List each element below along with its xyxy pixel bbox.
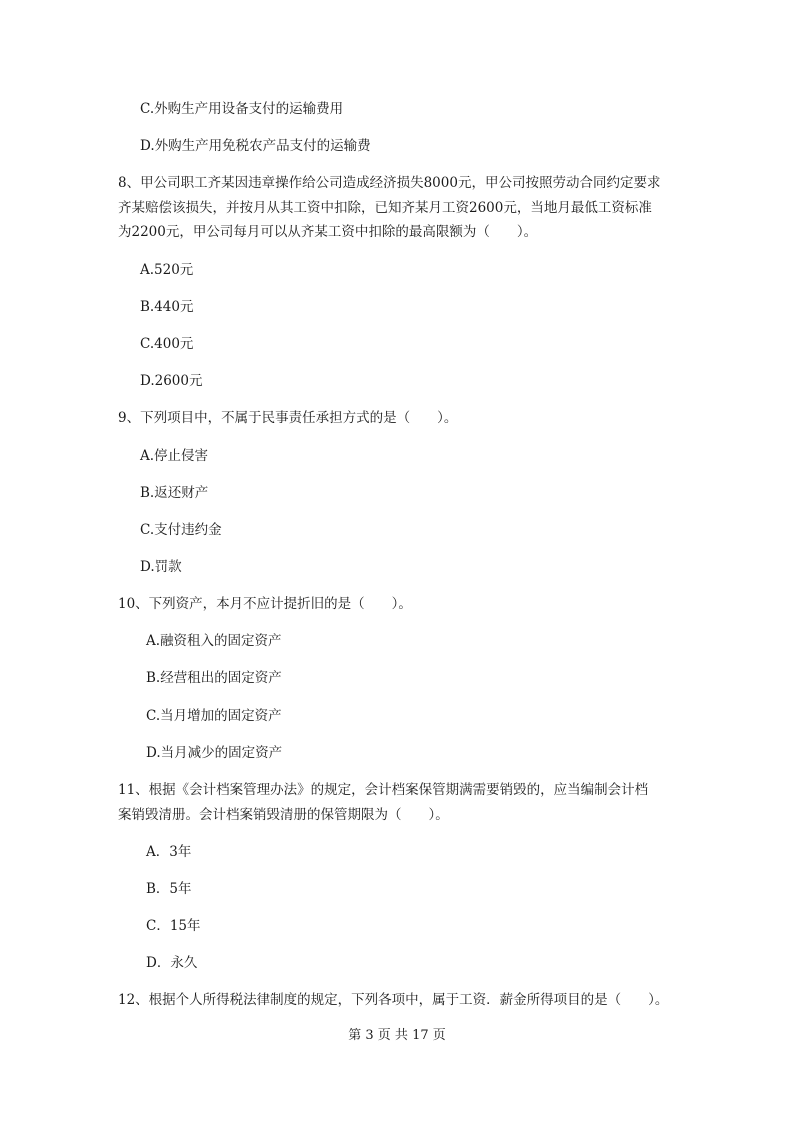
option-text: C.外购生产用设备支付的运输费用 (140, 101, 344, 117)
option-text: B.返还财产 (140, 485, 209, 501)
option-text: B．5年 (146, 881, 192, 897)
question-text: 为2200元，甲公司每月可以从齐某工资中扣除的最高限额为（ ）。 (118, 224, 538, 240)
question-text: 8、甲公司职工齐某因违章操作给公司造成经济损失8000元，甲公司按照劳动合同约定要求 (118, 175, 661, 191)
question-text: 12、根据个人所得税法律制度的规定，下列各项中，属于工资．薪金所得项目的是（ ）。 (118, 992, 669, 1008)
option-text: A.融资租入的固定资产 (146, 633, 282, 649)
option-text: D.外购生产用免税农产品支付的运输费 (140, 138, 371, 154)
question-text: 10、下列资产，本月不应计提折旧的是（ ）。 (118, 596, 412, 612)
footer-mid: 页 共 (377, 1028, 408, 1043)
option-text: A.停止侵害 (140, 448, 209, 464)
option-text: C.支付违约金 (140, 522, 222, 538)
question-text: 11、根据《会计档案管理办法》的规定，会计档案保管期满需要销毁的，应当编制会计档 (118, 782, 649, 798)
total-page-count: 17 (412, 1028, 429, 1043)
option-text: D.当月减少的固定资产 (146, 745, 283, 761)
option-text: C.400元 (140, 336, 194, 352)
question-text: 齐某赔偿该损失，并按月从其工资中扣除，已知齐某月工资2600元，当地月最低工资标准 (118, 200, 652, 216)
footer-prefix: 第 (348, 1028, 362, 1043)
option-text: A.520元 (140, 262, 194, 278)
question-text: 9、下列项目中，不属于民事责任承担方式的是（ ）。 (118, 410, 458, 426)
option-text: D.2600元 (140, 373, 203, 389)
footer-suffix: 页 (432, 1028, 446, 1043)
option-text: C．15年 (146, 918, 201, 934)
page-footer (0, 1026, 794, 1046)
option-text: C.当月增加的固定资产 (146, 708, 282, 724)
option-text: B.440元 (140, 299, 194, 315)
option-text: D．永久 (146, 955, 198, 971)
option-text: B.经营租出的固定资产 (146, 670, 282, 686)
option-text: D.罚款 (140, 559, 182, 575)
option-text: A．3年 (146, 844, 192, 860)
question-text: 案销毁清册。会计档案销毁清册的保管期限为（ ）。 (118, 807, 449, 823)
current-page-number: 3 (365, 1028, 374, 1043)
